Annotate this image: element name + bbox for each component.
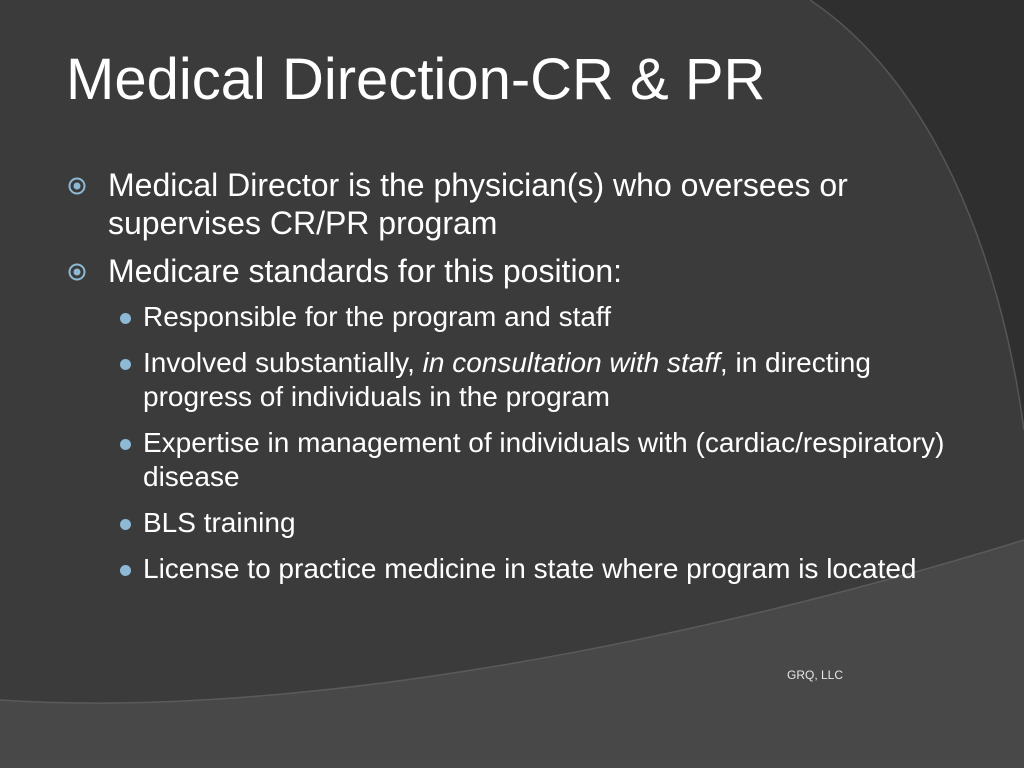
sub-bullet-text-after: , in directing progress of individuals in the program bbox=[143, 347, 871, 412]
bullet-item-medical-director bbox=[68, 166, 958, 242]
sub-bullet-item-involved bbox=[103, 346, 958, 414]
bullet-text: Medical Director is the physician(s) who oversees or supervises CR/PR program bbox=[108, 167, 848, 241]
sub-bullet-list bbox=[103, 300, 958, 586]
sub-bullet-text-before: Involved substantially, bbox=[143, 347, 423, 378]
sub-bullet-text: BLS training bbox=[143, 507, 296, 538]
footer-credit: GRQ, LLC bbox=[787, 668, 844, 682]
sub-bullet-item-expertise bbox=[103, 426, 958, 494]
sub-bullet-text-emphasis: in consultation with staff bbox=[422, 347, 720, 378]
filled-dot-icon bbox=[120, 439, 131, 450]
filled-dot-icon bbox=[120, 565, 131, 576]
slide-title: Medical Direction-CR & PR bbox=[66, 47, 766, 112]
filled-dot-icon bbox=[120, 519, 131, 530]
sub-bullet-item-bls bbox=[103, 506, 958, 540]
filled-dot-icon bbox=[120, 359, 131, 370]
bullet-item-medicare-standards bbox=[68, 252, 958, 586]
circled-dot-icon bbox=[68, 263, 86, 281]
bullet-text: Medicare standards for this position: bbox=[108, 253, 623, 289]
filled-dot-icon bbox=[120, 313, 131, 324]
bullet-list bbox=[68, 166, 958, 598]
sub-bullet-item-responsible bbox=[103, 300, 958, 334]
circled-dot-icon bbox=[68, 177, 86, 195]
sub-bullet-item-license bbox=[103, 552, 958, 586]
sub-bullet-text: Responsible for the program and staff bbox=[143, 301, 611, 332]
sub-bullet-text: License to practice medicine in state where program is located bbox=[143, 553, 917, 584]
sub-bullet-text: Expertise in management of individuals with (cardiac/respiratory) disease bbox=[143, 427, 945, 492]
